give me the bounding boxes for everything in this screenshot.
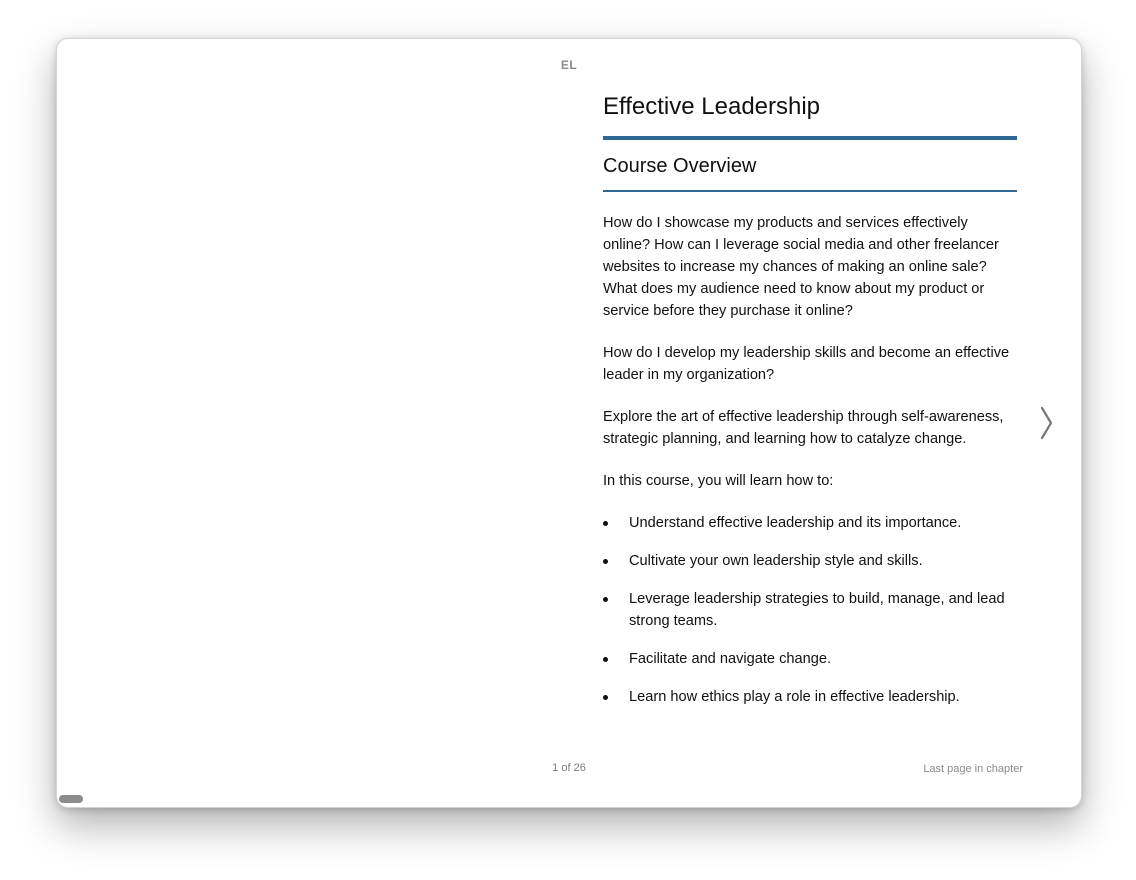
list-item-text: Leverage leadership strategies to build, manage, and lead strong teams. — [629, 591, 1005, 629]
list-item — [629, 588, 1017, 632]
book-title: Effective Leadership — [603, 91, 1017, 140]
list-item-text: Facilitate and navigate change. — [629, 651, 832, 667]
paragraph: How do I develop my leadership skills and become an effective leader in my organization? — [603, 345, 1010, 383]
learning-objectives-list — [603, 512, 1017, 708]
bullet-icon — [603, 657, 608, 662]
next-page-button[interactable] — [1033, 405, 1061, 441]
chapter-status: Last page in chapter — [923, 763, 1023, 775]
right-page — [603, 91, 1017, 724]
list-item-text: Learn how ethics play a role in effective leadership. — [629, 689, 960, 705]
list-item-text: Understand effective leadership and its importance. — [629, 515, 962, 531]
list-item — [629, 550, 1017, 572]
bullet-icon — [603, 559, 608, 564]
list-item — [629, 512, 1017, 534]
paragraph: In this course, you will learn how to: — [603, 473, 834, 489]
bullet-icon — [603, 695, 608, 700]
bullet-icon — [603, 597, 608, 602]
list-item — [629, 686, 1017, 708]
list-item — [629, 648, 1017, 670]
chevron-right-icon — [1033, 405, 1061, 441]
list-item-text: Cultivate your own leadership style and skills. — [629, 553, 923, 569]
book-reader-window — [56, 38, 1082, 808]
section-title: Course Overview — [603, 154, 1017, 192]
page-indicator: 1 of 26 — [552, 762, 586, 774]
paragraph: How do I showcase my products and services effectively online? How can I leverage social media and other freelancer websites to increase my chances of making an online sale? What does my audience need to know about my product or service before they purchase it online? — [603, 215, 999, 319]
book-code-header: EL — [560, 58, 578, 72]
bullet-icon — [603, 521, 608, 526]
paragraph: Explore the art of effective leadership through self-awareness, strategic planning, and learning how to catalyze change. — [603, 409, 1004, 447]
resize-handle[interactable] — [59, 795, 83, 803]
